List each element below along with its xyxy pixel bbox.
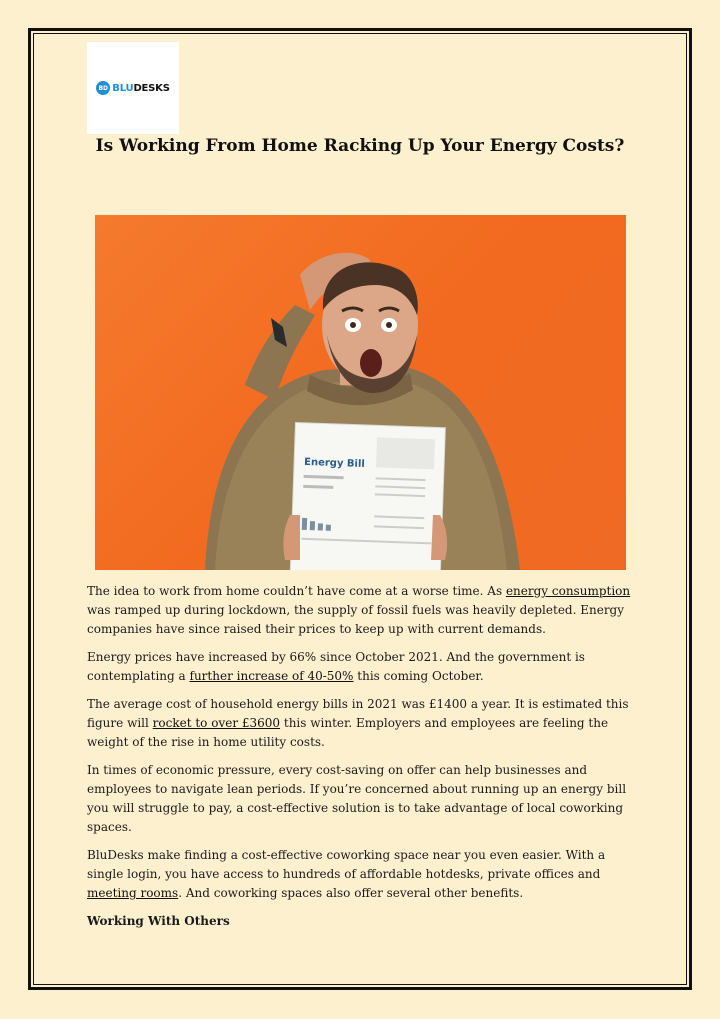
logo-badge-icon: BD [96,81,110,95]
logo-blu: BLU [112,82,134,94]
p5-text-b: . And coworking spaces also offer several other benefits. [178,886,524,900]
logo-desks: DESKS [133,82,170,94]
bill-label: Energy Bill [303,456,365,470]
hero-image [95,215,626,570]
paragraph-3 [87,695,637,752]
p1-text-b: was ramped up during lockdown, the supply of fossil fuels was heavily depleted. Energy companies have since raised their prices to keep up with current demands. [87,603,625,636]
shocked-man-holding-bill-illustration [95,215,626,570]
section-subheading: Working With Others [87,914,230,928]
link-energy-consumption[interactable]: energy consumption [505,584,631,598]
p3-text-a: The average cost of household energy bills in 2021 was £1400 a year. It is estimated this figure will [87,697,629,730]
link-rocket-to-over[interactable]: rocket to over £3600 [152,716,281,730]
p2-text-b: this coming October. [353,669,484,683]
logo-wordmark [112,83,169,94]
link-further-increase[interactable]: further increase of 40-50% [189,669,354,683]
paragraph-1 [87,582,637,639]
paragraph-4: In times of economic pressure, every cost-saving on offer can help businesses and employees to navigate lean periods. If you’re concerned about running up an energy bill you will struggle to pay, a cost-effective solution is to take advantage of local coworking spaces. [87,763,627,834]
article-title: Is Working From Home Racking Up Your Energy Costs? [95,136,625,156]
paragraph-5 [87,846,637,903]
link-meeting-rooms[interactable]: meeting rooms [87,886,179,900]
p1-text-a: The idea to work from home couldn’t have come at a worse time. As [87,584,506,598]
bludesks-logo [87,42,179,134]
p3-text-b: this winter. Employers and employees are feeling the weight of the rise in home utility costs. [87,716,609,749]
article-body [87,582,637,940]
paragraph-2 [87,648,637,686]
p5-text-a: BluDesks make finding a cost-effective coworking space near you even easier. With a single login, you have access to hundreds of affordable hotdesks, private offices and [87,848,606,881]
p2-text-a: Energy prices have increased by 66% since October 2021. And the government is contemplating a [87,650,585,683]
